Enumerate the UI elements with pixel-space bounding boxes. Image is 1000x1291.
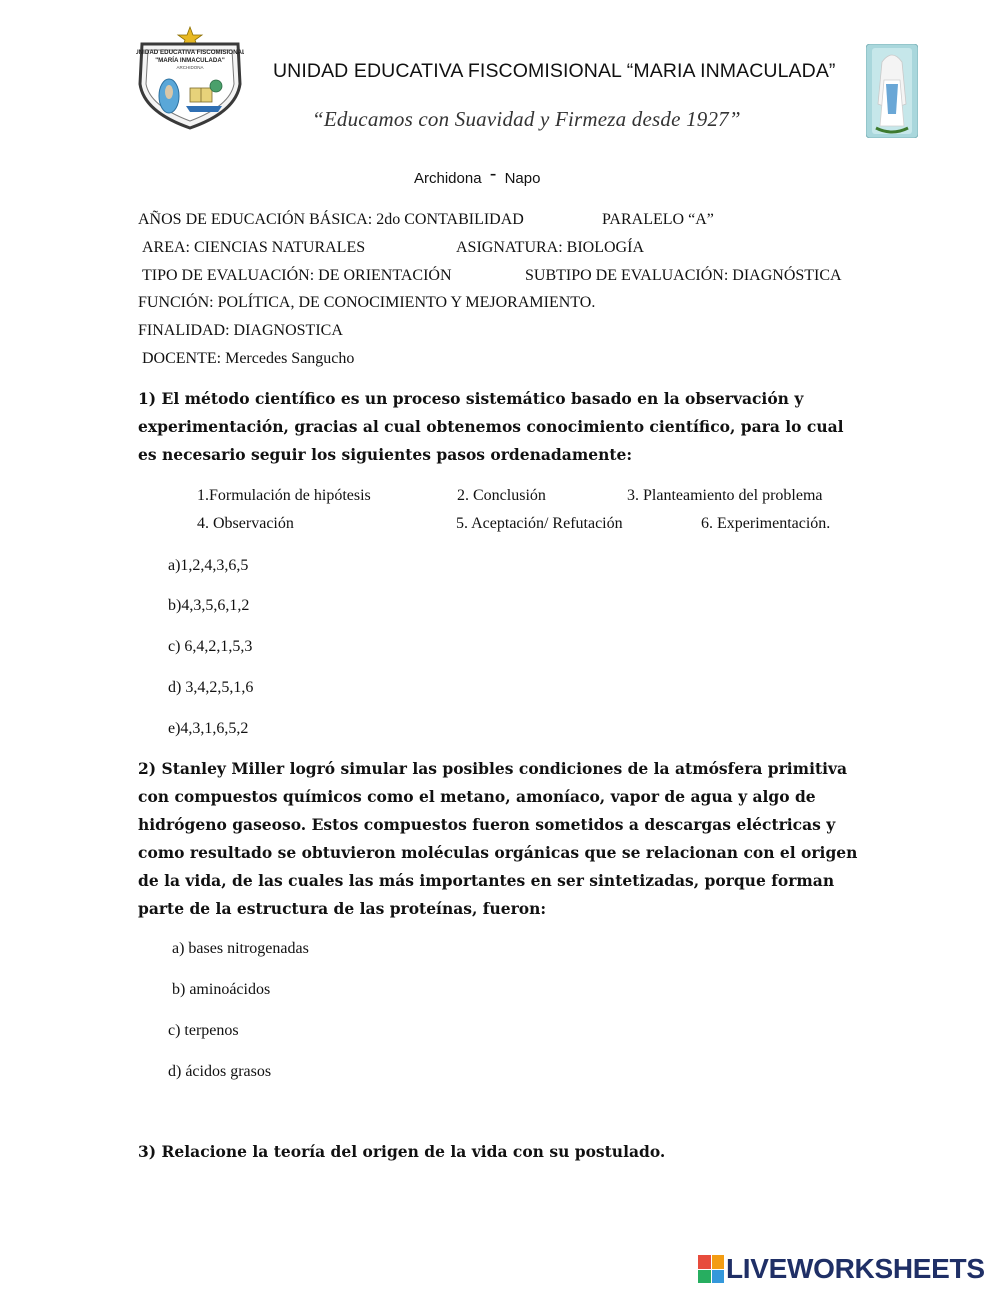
- q2-option-d[interactable]: d) ácidos grasos: [168, 1063, 272, 1080]
- info-tipo: TIPO DE EVALUACIÓN: DE ORIENTACIÓN: [142, 267, 452, 284]
- brand-logo-icon: [698, 1255, 724, 1283]
- question-1-text: 1) El método científico es un proceso sistemático basado en la observación y experimentación, gracias al cual obtenemos conocimiento científico, para lo cual es necesario seguir los siguientes pasos ordenadamente:: [138, 389, 844, 464]
- info-asignatura: ASIGNATURA: BIOLOGÍA: [456, 239, 644, 256]
- city-separator: -: [489, 163, 497, 185]
- question-3-text: 3) Relacione la teoría del origen de la vida con su postulado.: [138, 1142, 666, 1161]
- q1-option-d[interactable]: d) 3,4,2,5,1,6: [168, 679, 254, 696]
- province: Napo: [504, 170, 541, 187]
- brand-box-v: [698, 1270, 711, 1284]
- school-name: UNIDAD EDUCATIVA FISCOMISIONAL “MARIA INMACULADA”: [273, 60, 836, 82]
- q1-step-5: 5. Aceptación/ Refutación: [456, 515, 623, 532]
- virgin-image: [866, 44, 918, 138]
- q1-option-e[interactable]: e)4,3,1,6,5,2: [168, 720, 249, 737]
- q2-option-a[interactable]: a) bases nitrogenadas: [172, 940, 309, 957]
- brand-box-l: [698, 1255, 711, 1269]
- info-paralelo: PARALELO “A”: [602, 211, 714, 228]
- info-area: AREA: CIENCIAS NATURALES: [142, 239, 366, 256]
- question-2-text: 2) Stanley Miller logró simular las posibles condiciones de la atmósfera primitiva con compuestos químicos como el metano, amoníaco, vapor de agua y algo de hidrógeno gaseoso. Estos compuestos fueron sometidos a descargas eléctricas y como resultado se obtuvieron moléculas orgánicas que se relacionan con el origen de la vida, de las cuales las más importantes en ser sintetizadas, porque forman parte de la estructura de las proteínas, fueron:: [138, 759, 858, 918]
- q1-option-c[interactable]: c) 6,4,2,1,5,3: [168, 638, 253, 655]
- q1-step-4: 4. Observación: [197, 515, 294, 532]
- q1-step-3: 3. Planteamiento del problema: [627, 487, 823, 504]
- brand-text: LIVEWORKSHEETS: [726, 1253, 985, 1284]
- liveworksheets-brand: [698, 1253, 985, 1285]
- info-subtipo: SUBTIPO DE EVALUACIÓN: DIAGNÓSTICA: [525, 267, 842, 284]
- crest-line-1: UNIDAD EDUCATIVA FISCOMISIONAL: [136, 49, 244, 56]
- crest-line-3: ARCHIDONA: [176, 65, 204, 70]
- city: Archidona: [414, 170, 482, 187]
- school-motto: “Educamos con Suavidad y Firmeza desde 1927”: [312, 107, 741, 131]
- q1-step-1: 1.Formulación de hipótesis: [197, 487, 371, 504]
- q1-step-6: 6. Experimentación.: [701, 515, 831, 532]
- brand-box-e: [712, 1270, 725, 1284]
- location: [414, 163, 541, 189]
- info-anos: AÑOS DE EDUCACIÓN BÁSICA: 2do CONTABILIDAD: [138, 211, 524, 228]
- info-finalidad: FINALIDAD: DIAGNOSTICA: [138, 322, 343, 339]
- info-docente: DOCENTE: Mercedes Sangucho: [142, 350, 355, 367]
- q2-option-c[interactable]: c) terpenos: [168, 1022, 239, 1039]
- q2-option-b[interactable]: b) aminoácidos: [172, 981, 271, 998]
- q1-option-a[interactable]: a)1,2,4,3,6,5: [168, 557, 249, 574]
- crest-line-2: "MARÍA INMACULADA": [155, 57, 225, 64]
- q1-option-b[interactable]: b)4,3,5,6,1,2: [168, 597, 250, 614]
- info-funcion: FUNCIÓN: POLÍTICA, DE CONOCIMIENTO Y MEJORAMIENTO.: [138, 294, 596, 311]
- school-crest-logo: [136, 24, 244, 132]
- brand-box-i: [712, 1255, 725, 1269]
- q1-step-2: 2. Conclusión: [457, 487, 546, 504]
